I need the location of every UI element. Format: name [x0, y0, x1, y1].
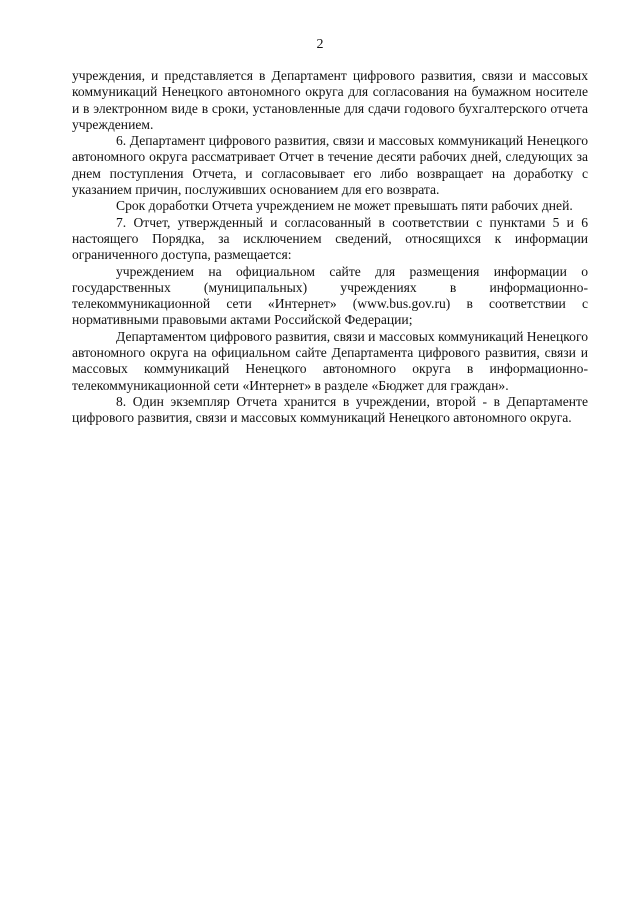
paragraph-institution-publication: учреждением на официальном сайте для размещения информации о государственных (муниципальных) учреждениях в информационно-телекоммуникационной сети «Интернет» (www.bus.gov.ru) в соответствии с нормативными правовыми актами Российской Федерации; [72, 263, 588, 328]
paragraph-item-6: 6. Департамент цифрового развития, связи и массовых коммуникаций Ненецкого автономного округа рассматривает Отчет в течение десяти рабочих дней, следующих за днем поступления Отчета, и согласовывает его либо возвращает на доработку с указанием причин, послуживших основанием для его возврата. [72, 133, 588, 198]
paragraph-item-7: 7. Отчет, утвержденный и согласованный в соответствии с пунктами 5 и 6 настоящего Порядка, за исключением сведений, относящихся к информации ограниченного доступа, размещается: [72, 214, 588, 263]
paragraph-continuation: учреждения, и представляется в Департамент цифрового развития, связи и массовых коммуникаций Ненецкого автономного округа для согласования на бумажном носителе и в электронном виде в сроки, установленные для сдачи годового бухгалтерского отчета учреждением. [72, 68, 588, 132]
paragraph-revision-term: Срок доработки Отчета учреждением не может превышать пяти рабочих дней. [116, 198, 573, 214]
paragraph-item-8: 8. Один экземпляр Отчета хранится в учреждении, второй - в Департаменте цифрового развития, связи и массовых коммуникаций Ненецкого автономного округа. [72, 393, 588, 426]
paragraph-department-publication: Департаментом цифрового развития, связи и массовых коммуникаций Ненецкого автономного округа на официальном сайте Департамента цифрового развития, связи и массовых коммуникаций Ненецкого автономного округа в информационно-телекоммуникационной сети «Интернет» в разделе «Бюджет для граждан». [72, 328, 588, 393]
page-number: 2 [316, 37, 324, 52]
document-body [72, 68, 588, 427]
